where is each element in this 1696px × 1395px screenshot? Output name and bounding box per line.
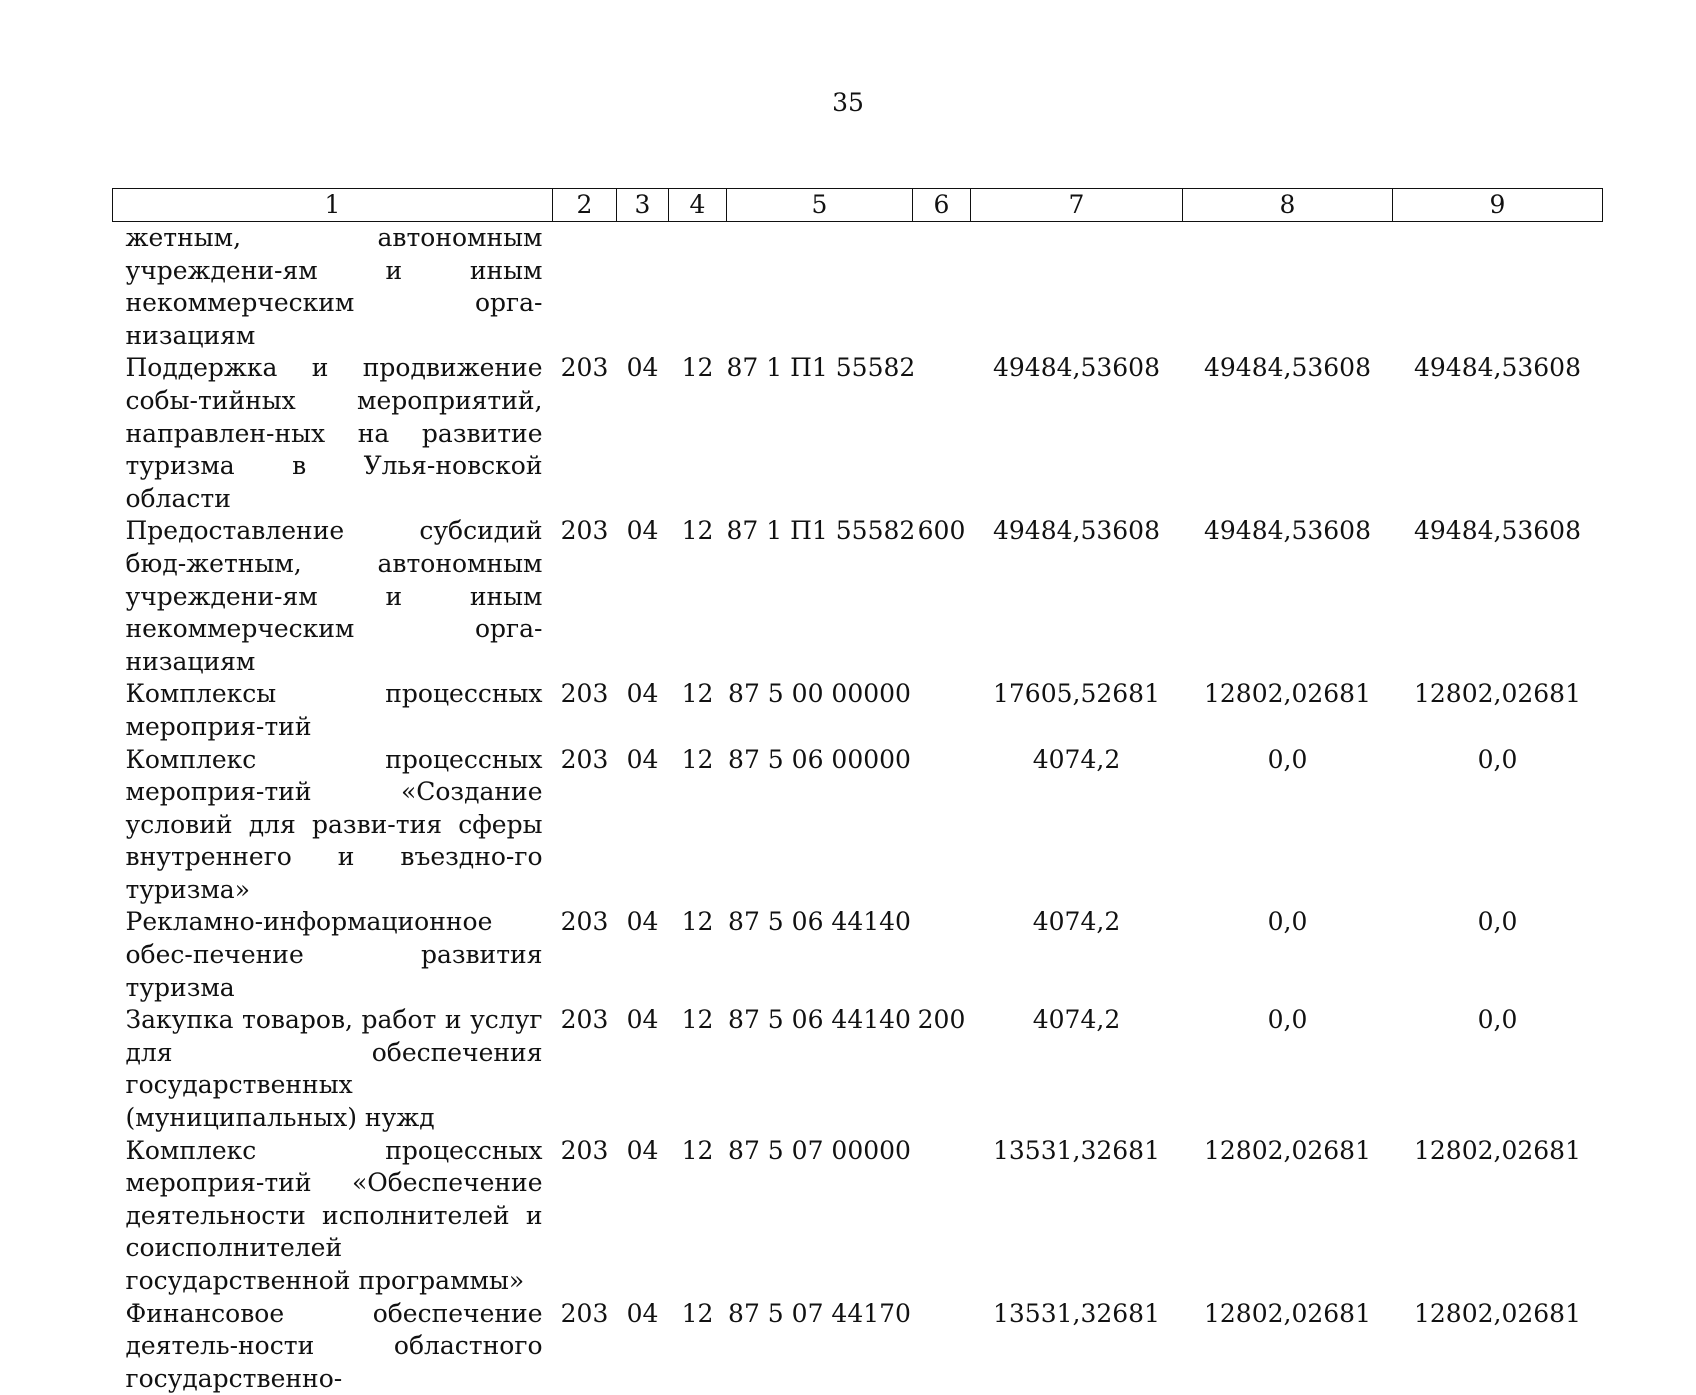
row-name: Финансовое обеспечение деятель-ности областного государственно- <box>125 1298 543 1393</box>
cell-code-4: 12 <box>681 1005 714 1035</box>
cell-code-2: 203 <box>560 907 609 937</box>
cell-code-6 <box>913 352 971 515</box>
column-header-9: 9 <box>1393 189 1603 222</box>
table-row <box>113 352 1603 515</box>
cell-code-3: 04 <box>626 679 659 709</box>
cell-code-3: 04 <box>626 1135 659 1165</box>
cell-code-5: 87 5 07 44170 <box>728 1298 911 1328</box>
row-name: Комплекс процессных мероприя-тий «Создание условий для разви-тия сферы внутреннего и въездно-го туризма» <box>125 744 543 904</box>
cell-code-3 <box>617 222 669 353</box>
column-header-5: 5 <box>727 189 913 222</box>
row-name: Закупка товаров, работ и услуг для обеспечения государственных (муниципальных) нужд <box>125 1005 543 1133</box>
row-name: Комплекс процессных мероприя-тий «Обеспечение деятельности исполнителей и соисполнителей государственной программы» <box>125 1135 543 1295</box>
cell-value-9: 12802,02681 <box>1413 679 1581 709</box>
cell-value-9: 49484,53608 <box>1413 353 1581 383</box>
cell-value-8: 0,0 <box>1267 907 1308 937</box>
cell-code-4 <box>669 222 727 353</box>
cell-code-2: 203 <box>560 1135 609 1165</box>
cell-code-3: 04 <box>626 1298 659 1328</box>
cell-value-9: 49484,53608 <box>1413 516 1581 546</box>
cell-value-7: 13531,32681 <box>992 1298 1160 1328</box>
cell-value-7: 13531,32681 <box>992 1135 1160 1165</box>
cell-value-7: 4074,2 <box>1032 1005 1121 1035</box>
column-header-4: 4 <box>669 189 727 222</box>
cell-code-6 <box>913 906 971 1004</box>
cell-code-4: 12 <box>681 1298 714 1328</box>
cell-code-4: 12 <box>681 907 714 937</box>
cell-code-6: 600 <box>917 516 966 546</box>
table-row <box>113 222 1603 353</box>
cell-value-7: 49484,53608 <box>992 353 1160 383</box>
cell-code-2: 203 <box>560 744 609 774</box>
cell-code-5: 87 5 00 00000 <box>728 679 911 709</box>
cell-code-3: 04 <box>626 353 659 383</box>
cell-code-6: 200 <box>917 1005 966 1035</box>
cell-code-3: 04 <box>626 1005 659 1035</box>
row-name-continuation: жетным, автономным учреждени-ям и иным некоммерческим орга-низациям <box>125 223 543 350</box>
cell-code-6 <box>913 1135 971 1298</box>
column-header-7: 7 <box>971 189 1183 222</box>
cell-code-2 <box>553 222 617 353</box>
table-row <box>113 1004 1603 1134</box>
cell-code-6 <box>913 678 971 743</box>
cell-value-8: 0,0 <box>1267 744 1308 774</box>
table-row <box>113 678 1603 743</box>
cell-value-9: 12802,02681 <box>1413 1298 1581 1328</box>
cell-code-5: 87 1 П1 55582 <box>726 353 916 383</box>
page-number: 35 <box>832 88 864 117</box>
cell-code-5: 87 1 П1 55582 <box>726 516 916 546</box>
table-row <box>113 1298 1603 1395</box>
row-name: Предоставление субсидий бюд-жетным, автономным учреждени-ям и иным некоммерческим орга-низациям <box>125 516 543 676</box>
cell-code-3: 04 <box>626 907 659 937</box>
table-row <box>113 906 1603 1004</box>
cell-value-7: 17605,52681 <box>992 679 1160 709</box>
cell-code-5 <box>727 222 913 353</box>
cell-code-3: 04 <box>626 516 659 546</box>
cell-code-2: 203 <box>560 516 609 546</box>
cell-code-6 <box>913 744 971 907</box>
row-name: Поддержка и продвижение собы-тийных мероприятий, направлен-ных на развитие туризма в Улья-новской области <box>125 353 543 513</box>
cell-code-6 <box>913 222 971 353</box>
cell-value-9: 0,0 <box>1477 744 1518 774</box>
cell-code-2: 203 <box>560 1298 609 1328</box>
column-number-header-row <box>113 189 1603 222</box>
column-header-3: 3 <box>617 189 669 222</box>
cell-value-7: 49484,53608 <box>992 516 1160 546</box>
cell-code-4: 12 <box>681 353 714 383</box>
cell-code-2: 203 <box>560 1005 609 1035</box>
cell-code-4: 12 <box>681 1135 714 1165</box>
column-header-8: 8 <box>1183 189 1393 222</box>
cell-value-7: 4074,2 <box>1032 907 1121 937</box>
cell-code-4: 12 <box>681 679 714 709</box>
cell-value-8: 12802,02681 <box>1203 1298 1371 1328</box>
column-header-1: 1 <box>113 189 553 222</box>
cell-code-2: 203 <box>560 353 609 383</box>
table-row <box>113 744 1603 907</box>
cell-value-9 <box>1393 222 1603 353</box>
cell-value-9: 0,0 <box>1477 1005 1518 1035</box>
cell-value-8: 49484,53608 <box>1203 353 1371 383</box>
cell-code-4: 12 <box>681 516 714 546</box>
column-header-6: 6 <box>913 189 971 222</box>
cell-value-9: 12802,02681 <box>1413 1135 1581 1165</box>
table-row <box>113 1135 1603 1298</box>
cell-value-9: 0,0 <box>1477 907 1518 937</box>
cell-value-8: 0,0 <box>1267 1005 1308 1035</box>
cell-value-7: 4074,2 <box>1032 744 1121 774</box>
cell-value-8: 12802,02681 <box>1203 679 1371 709</box>
cell-code-5: 87 5 06 00000 <box>728 744 911 774</box>
table-row <box>113 515 1603 678</box>
cell-code-2: 203 <box>560 679 609 709</box>
cell-code-4: 12 <box>681 744 714 774</box>
cell-value-7 <box>971 222 1183 353</box>
cell-code-6 <box>913 1298 971 1395</box>
cell-code-5: 87 5 06 44140 <box>728 907 911 937</box>
cell-code-5: 87 5 06 44140 <box>728 1005 911 1035</box>
cell-value-8: 49484,53608 <box>1203 516 1371 546</box>
budget-table <box>112 188 1603 1395</box>
cell-value-8 <box>1183 222 1393 353</box>
row-name: Комплексы процессных мероприя-тий <box>125 679 543 741</box>
column-header-2: 2 <box>553 189 617 222</box>
row-name: Рекламно-информационное обес-печение развития туризма <box>125 907 543 1002</box>
cell-code-5: 87 5 07 00000 <box>728 1135 911 1165</box>
cell-value-8: 12802,02681 <box>1203 1135 1371 1165</box>
cell-code-3: 04 <box>626 744 659 774</box>
